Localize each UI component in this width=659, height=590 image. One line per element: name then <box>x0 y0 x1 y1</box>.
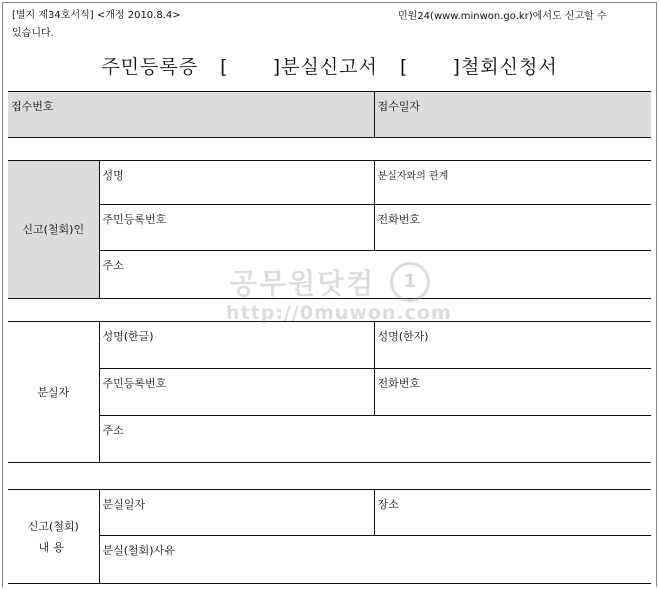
receipt-date-label: 접수일자 <box>374 92 651 138</box>
lost-date-label: 분실일자 <box>99 490 374 536</box>
page-title: 주민등록증 [ ]분실신고서 [ ]철회신청서 <box>101 56 558 78</box>
watermark-url: http://0muwon.com <box>226 302 452 324</box>
reporter-phone-label: 전화번호 <box>374 205 651 251</box>
loser-name-korean-label: 성명(한글) <box>99 322 374 369</box>
reporter-section-label: 신고(철회)인 <box>8 161 99 299</box>
loser-rrn-label: 주민등록번호 <box>99 369 374 416</box>
loser-table <box>8 321 651 463</box>
receipt-number-label: 접수번호 <box>8 92 374 138</box>
reporter-rrn-label: 주민등록번호 <box>99 205 374 251</box>
watermark-text: 공무원닷컴 <box>230 267 376 300</box>
reporter-address-label: 주소 <box>99 251 651 299</box>
receipt-table <box>8 91 651 138</box>
form-number: [별지 제34호서식] <개정 2010.8.4> <box>12 10 181 21</box>
online-note-continued: 있습니다. <box>12 28 54 39</box>
reason-label: 분실(철회)사유 <box>99 536 651 584</box>
content-table <box>8 489 651 584</box>
reporter-table <box>8 160 651 299</box>
loser-name-hanja-label: 성명(한자) <box>374 322 651 369</box>
place-label: 장소 <box>374 490 651 536</box>
loser-address-label: 주소 <box>99 416 651 463</box>
content-section-label-line2: 내용 <box>38 540 68 554</box>
online-note: 민원24(www.minwon.go.kr)에서도 신고할 수 <box>398 11 607 22</box>
loser-section-label: 분실자 <box>8 322 99 463</box>
loser-phone-label: 전화번호 <box>374 369 651 416</box>
content-section-label-line1: 신고(철회) <box>27 519 79 533</box>
reporter-name-label: 성명 <box>99 161 374 205</box>
watermark-logo-icon: 1 <box>390 262 430 302</box>
reporter-relation-label: 분실자와의 관계 <box>374 161 651 205</box>
content-section-label <box>8 490 99 584</box>
